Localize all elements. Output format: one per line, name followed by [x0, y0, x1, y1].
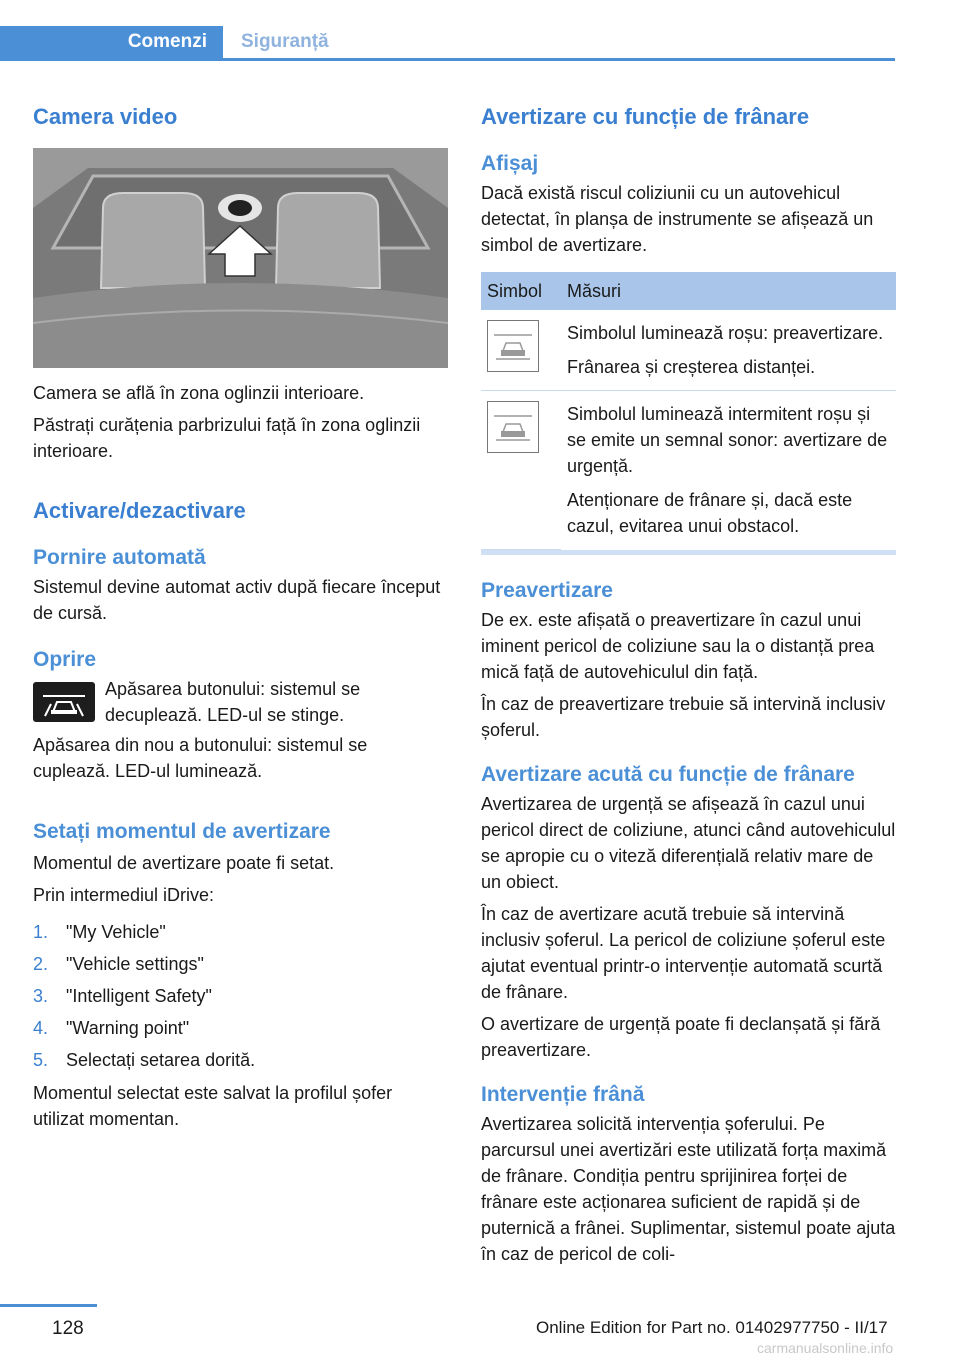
left-column — [33, 100, 448, 1132]
subsection-title-interventie: Intervenție frână — [481, 1082, 645, 1106]
section-title-avertizare: Avertizare cu funcție de frânare — [481, 104, 810, 129]
step-number: 1. — [33, 922, 49, 942]
car-warning-icon — [487, 320, 539, 372]
setati-paragraph-3: Momentul selectat este salvat la profilul șofer utilizat momentan. — [33, 1083, 393, 1129]
preavertizare-paragraph-1: De ex. este afișată o preavertizare în cazul unui iminent pericol de coliziune sau la o distanță prea mică față de autovehiculul din față. — [481, 609, 875, 682]
setati-paragraph-1: Momentul de avertizare poate fi setat. — [33, 853, 335, 873]
car-interior-illustration — [33, 148, 448, 368]
masuri-line-1: Simbolul luminează intermitent roșu și se emite un semnal sonor: avertizare de urgență. — [567, 404, 888, 476]
camera-paragraph-2: Păstrați curățenia parbrizului față în zona oglinzii interioare. — [33, 415, 421, 461]
masuri-line-2: Frânarea și creșterea distanței. — [567, 357, 816, 377]
preavertizare-paragraph-2: În caz de preavertizare trebuie să intervină inclusiv șoferul. — [481, 693, 886, 740]
setati-paragraph-2: Prin intermediul iDrive: — [33, 885, 215, 905]
camera-location-image — [33, 148, 448, 368]
idrive-steps-list — [33, 916, 448, 1076]
edition-info: Online Edition for Part no. 01402977750 - II/17 — [536, 1318, 888, 1337]
subsection-title-afisaj: Afișaj — [481, 152, 539, 175]
table-row — [481, 310, 896, 391]
masuri-cell — [561, 310, 896, 391]
masuri-line-1: Simbolul luminează roșu: preavertizare. — [567, 323, 884, 343]
list-item — [33, 1012, 448, 1044]
car-warning-icon — [487, 401, 539, 453]
subsection-title-preavertizare: Preavertizare — [481, 578, 613, 602]
table-bottom-rule — [481, 550, 896, 555]
table-header-row — [481, 272, 896, 310]
acuta-paragraph-2: În caz de avertizare acută trebuie să intervină inclusiv șoferul. La pericol de coliziune șoferul este ajutat eventual printr-o intervenție automată scurtă de frânare. — [481, 903, 886, 1002]
step-number: 4. — [33, 1018, 49, 1038]
subsection-title-pornire: Pornire automată — [33, 546, 206, 569]
header-tabs — [0, 0, 895, 60]
oprire-row — [33, 676, 448, 728]
oprire-paragraph-1: Apăsarea butonului: sistemul se decuplează. LED-ul se stinge. — [105, 679, 361, 725]
subsection-title-oprire: Oprire — [33, 648, 97, 671]
step-number: 2. — [33, 954, 49, 974]
list-item — [33, 916, 448, 948]
right-column — [481, 100, 896, 1267]
step-text: Selectați setarea dorită. — [66, 1050, 256, 1070]
tab-siguranta[interactable]: Siguranță — [241, 31, 329, 52]
step-text: "Vehicle settings" — [66, 954, 204, 974]
list-item — [33, 948, 448, 980]
oprire-paragraph-2: Apăsarea din nou a butonului: sistemul se cuplează. LED-ul luminează. — [33, 735, 368, 781]
column-header-masuri: Măsuri — [561, 272, 896, 310]
pornire-paragraph: Sistemul devine automat activ după fiecare început de cursă. — [33, 577, 441, 623]
step-number: 3. — [33, 986, 49, 1006]
masuri-line-2: Atenționare de frânare și, dacă este cazul, evitarea unui obstacol. — [567, 490, 853, 536]
tab-comenzi[interactable]: Comenzi — [0, 26, 223, 58]
list-item — [33, 980, 448, 1012]
header-rule — [0, 58, 895, 61]
table-row — [481, 391, 896, 550]
column-header-simbol: Simbol — [481, 272, 561, 310]
footer-rule — [0, 1304, 97, 1307]
collision-button-icon — [33, 682, 95, 722]
symbol-cell — [481, 310, 561, 391]
acuta-paragraph-1: Avertizarea de urgență se afișează în cazul unui pericol direct de coliziune, atunci când autovehiculul se apropie cu o viteză diferențială relativ mare de un obiect. — [481, 793, 896, 892]
section-title-camera: Camera video — [33, 104, 178, 129]
symbol-cell — [481, 391, 561, 550]
afisaj-paragraph: Dacă există riscul coliziunii cu un autovehicul detectat, în planșa de instrumente se afișează un simbol de avertizare. — [481, 183, 874, 255]
masuri-cell — [561, 391, 896, 550]
step-text: "My Vehicle" — [66, 922, 166, 942]
step-text: "Warning point" — [66, 1018, 190, 1038]
step-number: 5. — [33, 1050, 49, 1070]
subsection-title-setati: Setați momentul de avertizare — [33, 820, 331, 843]
watermark: carmanualsonline.info — [757, 1340, 894, 1356]
interventie-paragraph: Avertizarea solicită intervenția șoferului. Pe parcursul unei avertizări este utilizată forța maximă de frânare. Condiția pentru sprijinirea forței de frânare este acționarea suficient de rapidă și de puternică a frânei. Suplimentar, sistemul poate ajuta în caz de pericol de coli- — [481, 1113, 896, 1264]
page-number: 128 — [52, 1318, 84, 1339]
step-text: "Intelligent Safety" — [66, 986, 212, 1006]
acuta-paragraph-3: O avertizare de urgență poate fi declanșată și fără preavertizare. — [481, 1013, 881, 1060]
camera-paragraph-1: Camera se află în zona oglinzii interioare. — [33, 383, 365, 403]
section-title-activare: Activare/dezactivare — [33, 498, 246, 523]
subsection-title-acuta: Avertizare acută cu funcție de frânare — [481, 762, 855, 786]
list-item — [33, 1044, 448, 1076]
symbol-table — [481, 272, 896, 550]
